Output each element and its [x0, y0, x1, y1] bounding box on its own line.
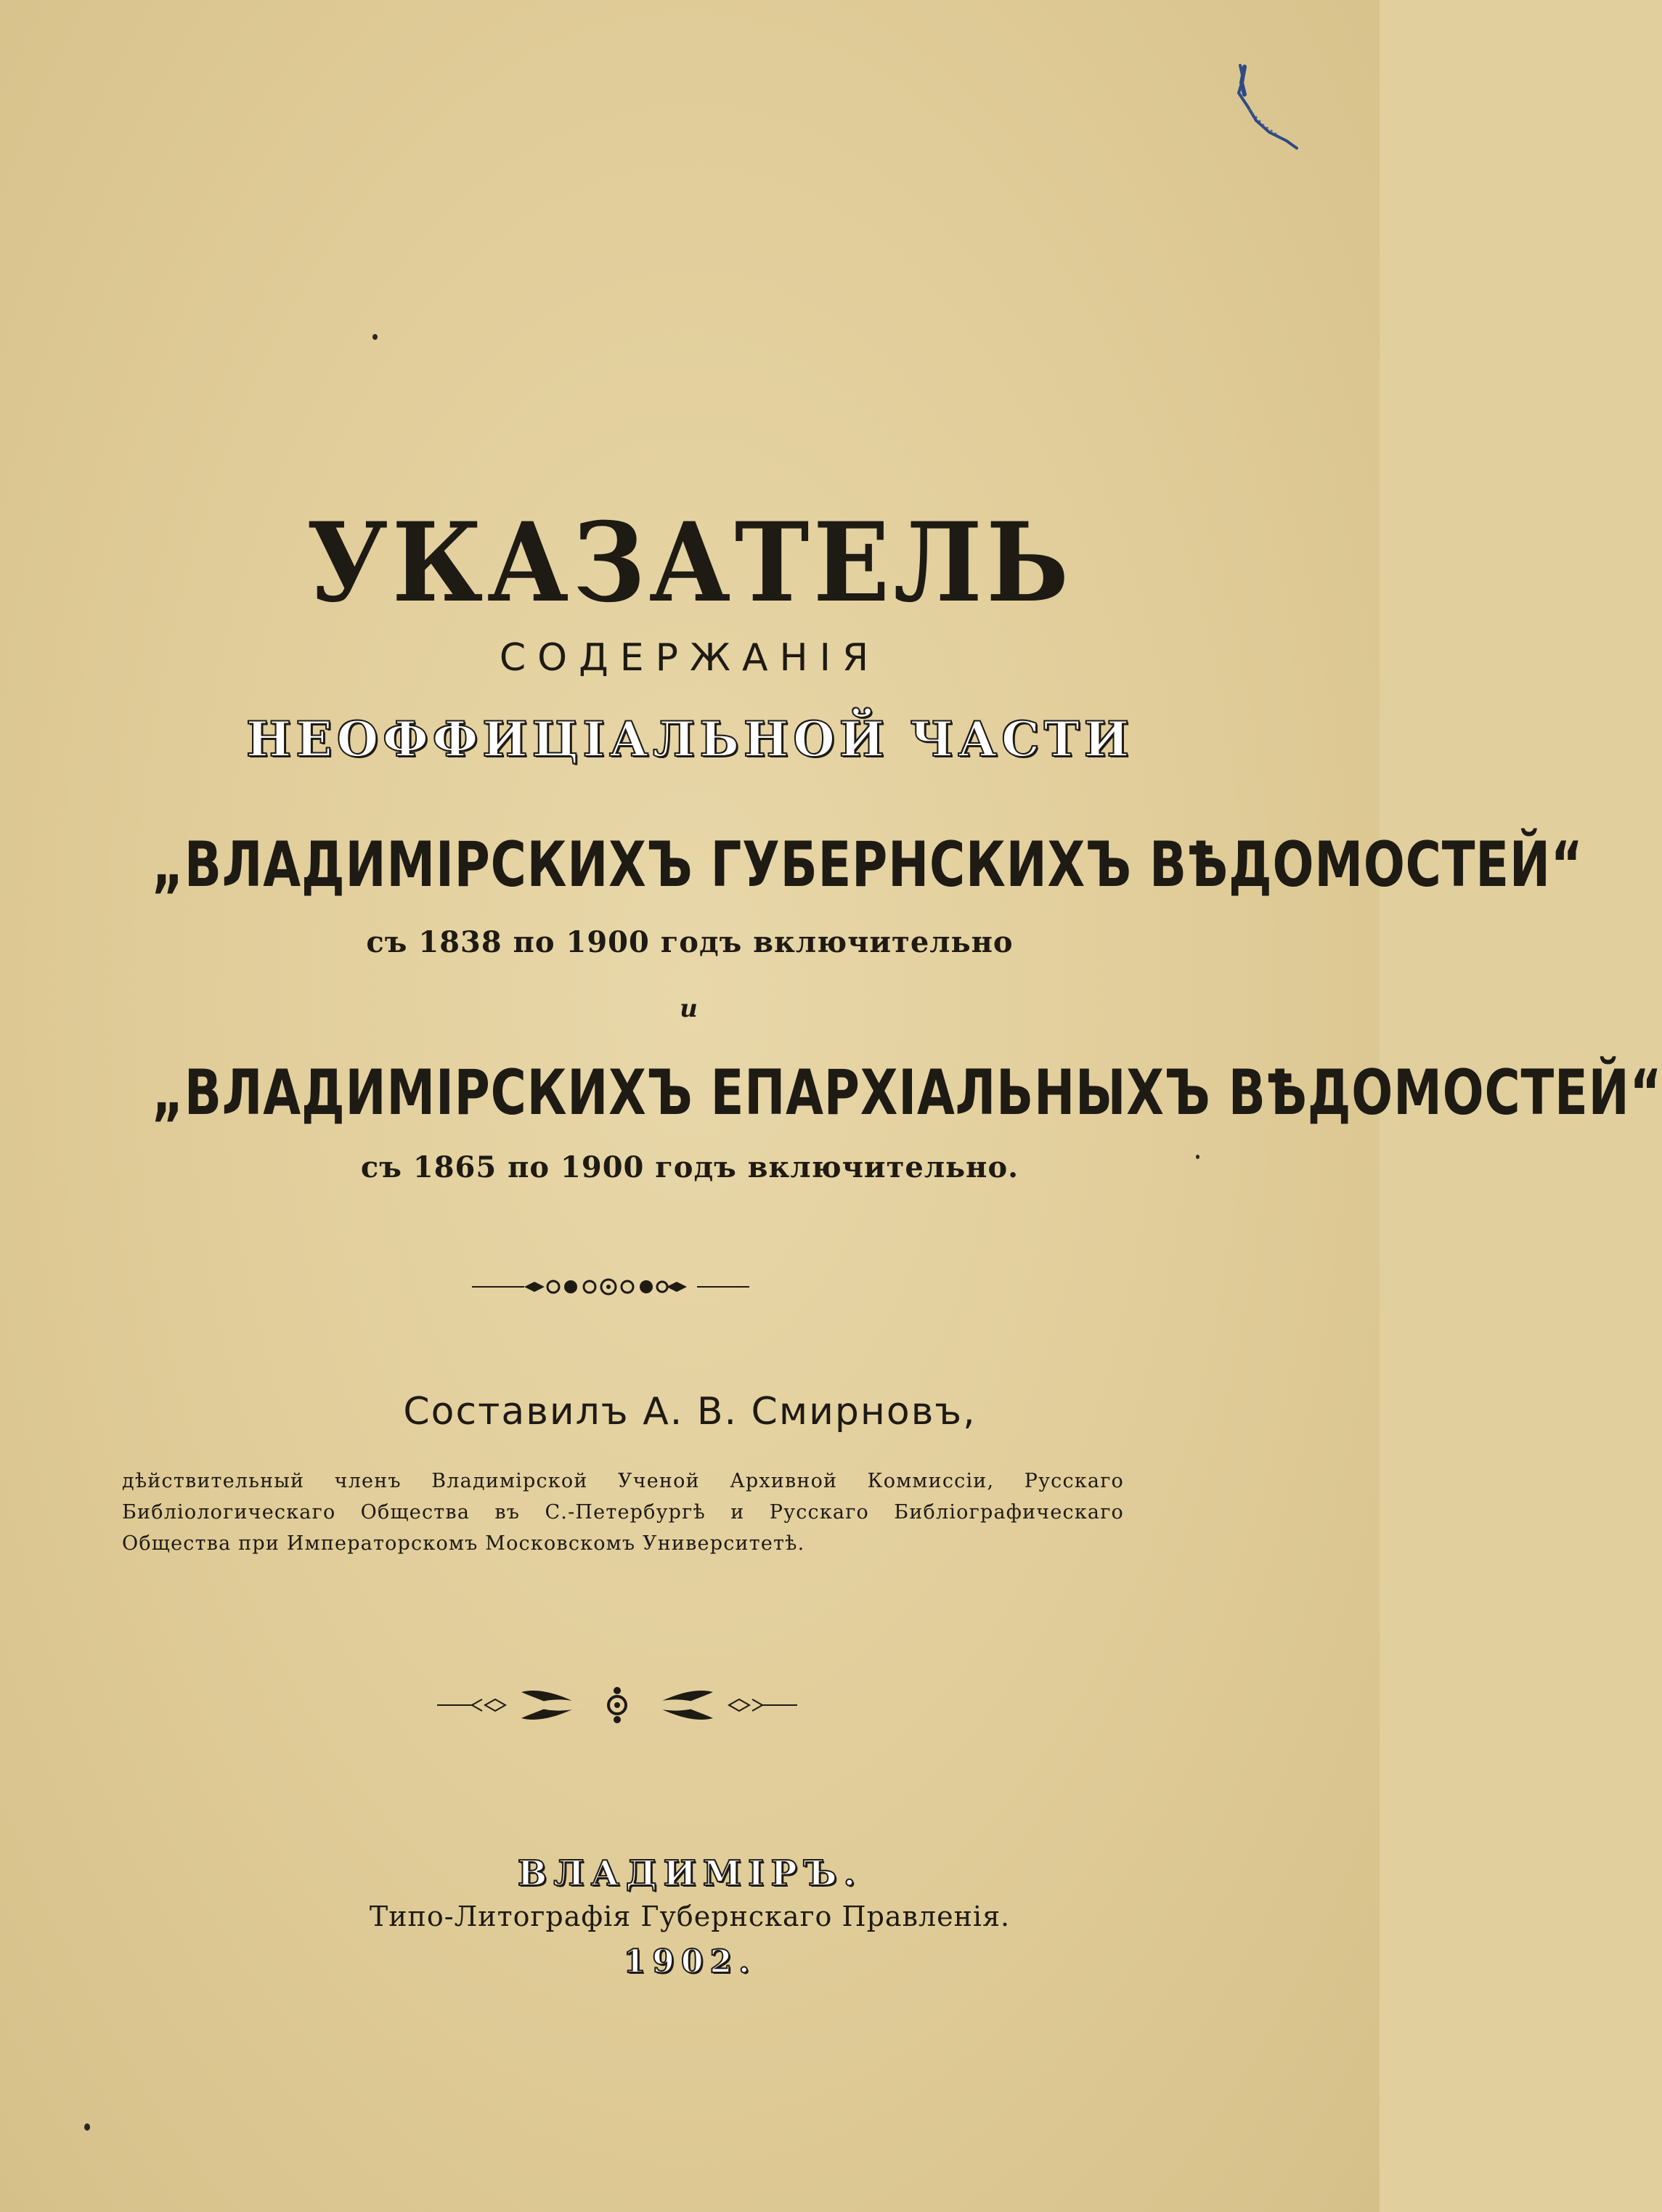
- printer-name: Типо-Литографія Губернскаго Правленія.: [369, 1900, 1011, 1932]
- compiler-line: Составилъ А. В. Смирновъ,: [403, 1390, 977, 1434]
- publication-city: ВЛАДИМІРЪ.: [517, 1853, 863, 1894]
- conjunction: и: [680, 994, 700, 1023]
- ink-speck: [372, 334, 378, 340]
- pen-mark-scribble: [1205, 51, 1314, 167]
- date-range-gubernia: съ 1838 по 1900 годъ включительно: [366, 925, 1014, 959]
- ink-speck: [84, 2123, 90, 2131]
- compiler-memberships: дѣйствительный членъ Владимірской Ученой Архивной Коммиссіи, Русскаго Библіологическаго Общества въ С.-Петербургѣ и Русскаго Библіографическаго Общества при Императорскомъ Московскомъ Университетѣ.: [122, 1470, 1124, 1555]
- publication-year: 1902.: [623, 1943, 757, 1980]
- subtitle: СОДЕРЖАНІЯ: [499, 636, 881, 680]
- date-range-eparchial: съ 1865 по 1900 годъ включительно.: [360, 1150, 1019, 1184]
- book-title: УКАЗАТЕЛЬ: [306, 499, 1073, 627]
- newspaper-title-gubernia: „ВЛАДИМІРСКИХЪ ГУБЕРНСКИХЪ ВѢДОМОСТЕЙ“: [152, 829, 1584, 901]
- section-title: НЕОФФИЦІАЛЬНОЙ ЧАСТИ: [245, 711, 1134, 768]
- newspaper-title-eparchial: „ВЛАДИМІРСКИХЪ ЕПАРХІАЛЬНЫХЪ ВѢДОМОСТЕЙ“: [152, 1057, 1662, 1129]
- ornament-vignette: [0, 1683, 1380, 1727]
- ornament-divider: [0, 1272, 1380, 1301]
